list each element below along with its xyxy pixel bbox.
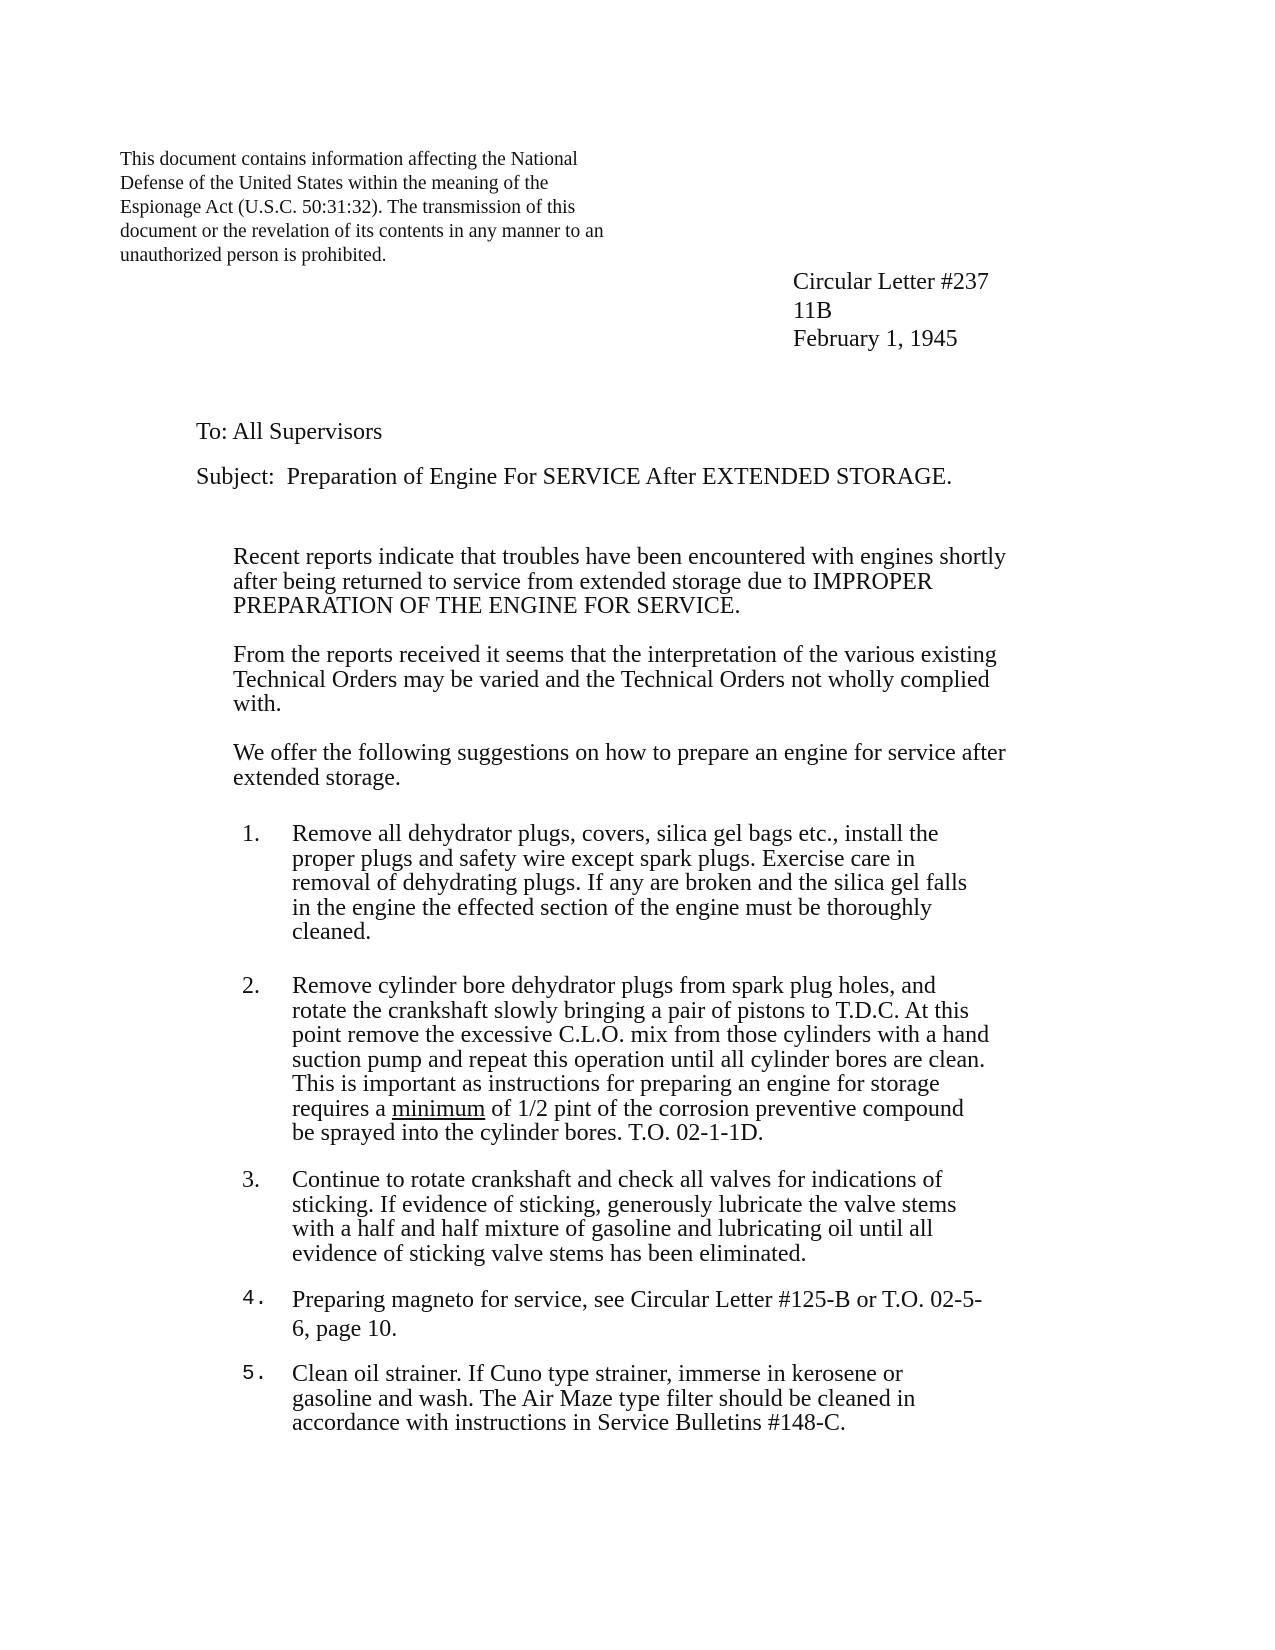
list-item-number: 2. xyxy=(242,973,260,999)
list-item-line: Continue to rotate crankshaft and check all valves for indications of xyxy=(292,1167,943,1193)
list-item-line xyxy=(292,1097,989,1122)
letter-reference xyxy=(793,268,989,354)
list-item-line: gasoline and wash. The Air Maze type filter should be cleaned in xyxy=(292,1385,916,1412)
notice-line: unauthorized person is prohibited. xyxy=(120,245,387,266)
list-item-line: be sprayed into the cylinder bores. T.O. 02-1-1D. xyxy=(292,1120,764,1146)
line-text: requires a xyxy=(292,1095,392,1122)
list-item-line: Clean oil strainer. If Cuno type strainer, immerse in kerosene or xyxy=(292,1361,903,1387)
paragraph-line: Technical Orders may be varied and the Technical Orders not wholly complied xyxy=(233,666,990,693)
subject-text: Preparation of Engine For SERVICE After EXTENDED STORAGE. xyxy=(286,464,953,490)
list-item-line: 6, page 10. xyxy=(292,1315,398,1342)
body-paragraph xyxy=(233,643,997,717)
list-item-line: evidence of sticking valve stems has been eliminated. xyxy=(292,1240,807,1267)
paragraph-line: with. xyxy=(233,691,282,717)
list-item-line: point remove the excessive C.L.O. mix from those cylinders with a hand xyxy=(292,1022,990,1048)
line-text: of 1/2 pint of the corrosion preventive compound xyxy=(485,1095,964,1122)
body-paragraph xyxy=(233,741,1006,790)
circular-letter-number: Circular Letter #237 xyxy=(793,269,989,295)
list-item-line: in the engine the effected section of the engine must be thoroughly xyxy=(292,894,933,921)
letter-code: 11B xyxy=(793,297,833,324)
body-paragraph xyxy=(233,545,1006,619)
list-item-line: Remove all dehydrator plugs, covers, silica gel bags etc., install the xyxy=(292,821,939,847)
list-item-line: Preparing magneto for service, see Circular Letter #125-B or T.O. 02-5- xyxy=(292,1287,983,1313)
security-notice xyxy=(120,148,640,268)
list-item xyxy=(292,822,967,945)
paragraph-line: We offer the following suggestions on how to prepare an engine for service after xyxy=(233,740,1006,766)
list-item-number: 5. xyxy=(242,1363,268,1386)
list-item xyxy=(292,1362,915,1436)
list-item-line: cleaned. xyxy=(292,919,372,945)
paragraph-line: extended storage. xyxy=(233,764,401,791)
list-item-line: removal of dehydrating plugs. If any are broken and the silica gel falls xyxy=(292,870,968,896)
list-item-number: 4. xyxy=(242,1288,268,1311)
underlined-word: minimum xyxy=(391,1095,486,1122)
paragraph-line: From the reports received it seems that the interpretation of the various existing xyxy=(233,642,997,668)
list-item-line: accordance with instructions in Service Bulletins #148-C. xyxy=(292,1410,846,1436)
addressee: To: All Supervisors xyxy=(196,419,383,445)
list-item-line: suction pump and repeat this operation until all cylinder bores are clean. xyxy=(292,1046,986,1073)
list-item xyxy=(292,1286,982,1343)
notice-line: This document contains information affecting the National xyxy=(120,149,578,170)
list-item xyxy=(292,1168,956,1266)
list-item-line: proper plugs and safety wire except spark plugs. Exercise care in xyxy=(292,845,916,872)
list-item-line: Remove cylinder bore dehydrator plugs from spark plug holes, and xyxy=(292,973,936,999)
notice-line: Espionage Act (U.S.C. 50:31:32). The transmission of this xyxy=(120,197,576,218)
list-item-number: 1. xyxy=(242,821,260,847)
list-item-number: 3. xyxy=(242,1167,260,1193)
paragraph-line: Recent reports indicate that troubles have been encountered with engines shortly xyxy=(233,544,1007,570)
paragraph-line: PREPARATION OF THE ENGINE FOR SERVICE. xyxy=(233,593,741,619)
subject-line xyxy=(196,463,952,491)
list-item-line: This is important as instructions for preparing an engine for storage xyxy=(292,1071,940,1097)
list-item xyxy=(292,974,989,1146)
list-item-line: with a half and half mixture of gasoline and lubricating oil until all xyxy=(292,1216,934,1242)
list-item-line: sticking. If evidence of sticking, generously lubricate the valve stems xyxy=(292,1191,957,1218)
subject-label: Subject: xyxy=(196,464,275,490)
list-item-line: rotate the crankshaft slowly bringing a pair of pistons to T.D.C. At this xyxy=(292,997,970,1024)
letter-date: February 1, 1945 xyxy=(793,326,958,352)
notice-line: Defense of the United States within the meaning of the xyxy=(120,173,549,194)
paragraph-line: after being returned to service from extended storage due to IMPROPER xyxy=(233,568,933,595)
notice-line: document or the revelation of its contents in any manner to an xyxy=(120,221,604,242)
